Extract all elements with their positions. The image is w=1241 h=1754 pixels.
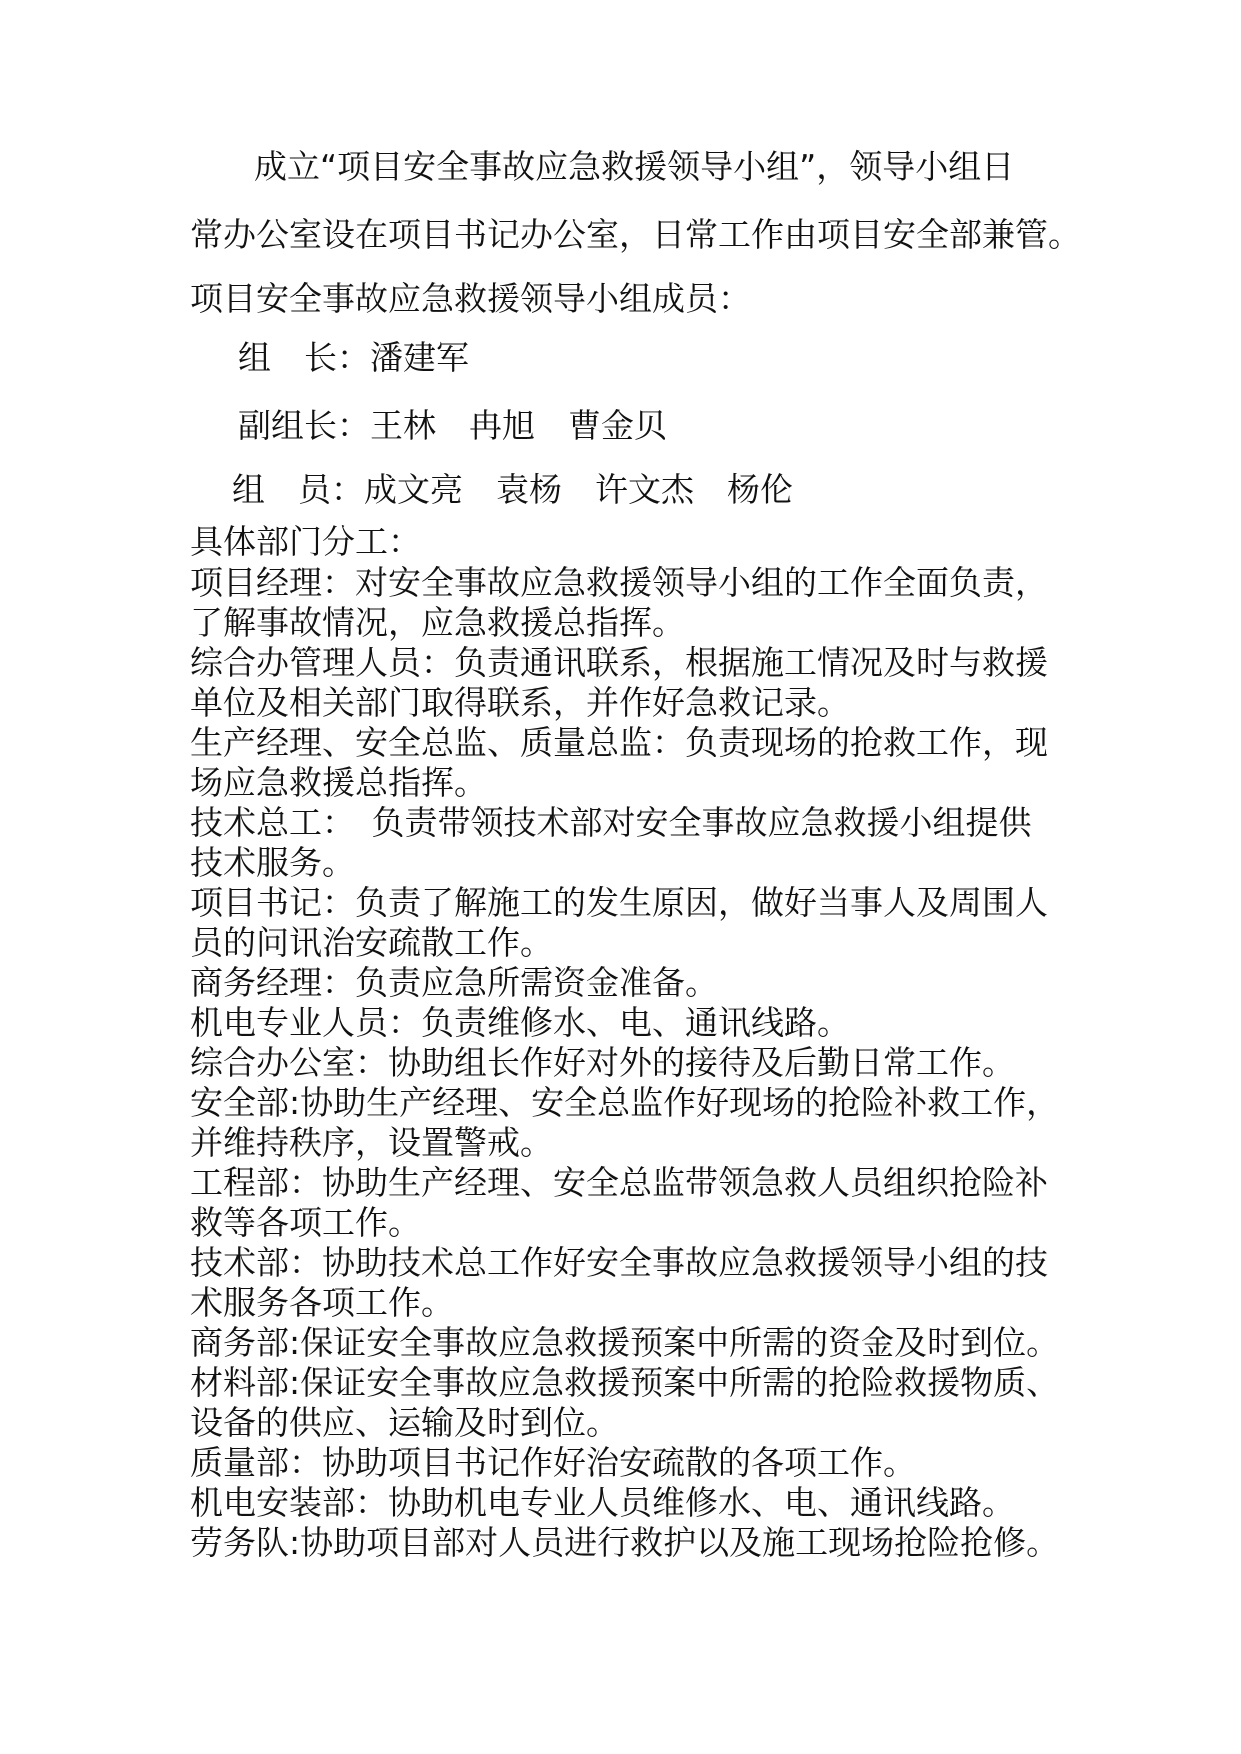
- members-intro: 项目安全事故应急救援领导小组成员：: [190, 279, 751, 318]
- group-leader: 组 长：潘建军: [238, 338, 469, 377]
- division-line: 并维持秩序，设置警戒。: [190, 1123, 553, 1162]
- division-line: 质量部：协助项目书记作好治安疏散的各项工作。: [190, 1443, 916, 1482]
- division-line: 单位及相关部门取得联系，并作好急救记录。: [190, 683, 850, 722]
- division-heading: 具体部门分工：: [190, 522, 421, 561]
- division-line: 商务经理：负责应急所需资金准备。: [190, 963, 718, 1002]
- deputy-leaders: 副组长：王林 冉旭 曹金贝: [238, 406, 667, 445]
- intro-line-1: 成立“项目安全事故应急救援领导小组”，领导小组日: [254, 147, 1015, 186]
- division-line: 机电专业人员：负责维修水、电、通讯线路。: [190, 1003, 850, 1042]
- intro-line-2: 常办公室设在项目书记办公室，日常工作由项目安全部兼管。: [190, 215, 1081, 254]
- division-line: 了解事故情况，应急救援总指挥。: [190, 603, 685, 642]
- division-line: 劳务队:协助项目部对人员进行救护以及施工现场抢险抢修。: [190, 1523, 1060, 1562]
- division-line: 项目经理：对安全事故应急救援领导小组的工作全面负责，: [190, 563, 1048, 602]
- division-line: 场应急救援总指挥。: [190, 763, 487, 802]
- division-line: 项目书记：负责了解施工的发生原因，做好当事人及周围人: [190, 883, 1048, 922]
- division-line: 设备的供应、运输及时到位。: [190, 1403, 619, 1442]
- division-line: 救等各项工作。: [190, 1203, 421, 1242]
- division-line: 材料部:保证安全事故应急救援预案中所需的抢险救援物质、: [190, 1363, 1060, 1402]
- division-line: 综合办管理人员：负责通讯联系，根据施工情况及时与救援: [190, 643, 1048, 682]
- group-members: 组 员：成文亮 袁杨 许文杰 杨伦: [232, 470, 793, 509]
- division-line: 安全部:协助生产经理、安全总监作好现场的抢险补救工作，: [190, 1083, 1060, 1122]
- division-line: 综合办公室：协助组长作好对外的接待及后勤日常工作。: [190, 1043, 1015, 1082]
- division-line: 技术总工： 负责带领技术部对安全事故应急救援小组提供: [190, 803, 1032, 842]
- division-line: 技术服务。: [190, 843, 355, 882]
- division-line: 生产经理、安全总监、质量总监：负责现场的抢救工作，现: [190, 723, 1048, 762]
- division-line: 工程部：协助生产经理、安全总监带领急救人员组织抢险补: [190, 1163, 1048, 1202]
- division-line: 机电安装部：协助机电专业人员维修水、电、通讯线路。: [190, 1483, 1015, 1522]
- division-line: 员的问讯治安疏散工作。: [190, 923, 553, 962]
- division-line: 商务部:保证安全事故应急救援预案中所需的资金及时到位。: [190, 1323, 1060, 1362]
- division-line: 技术部：协助技术总工作好安全事故应急救援领导小组的技: [190, 1243, 1048, 1282]
- division-line: 术服务各项工作。: [190, 1283, 454, 1322]
